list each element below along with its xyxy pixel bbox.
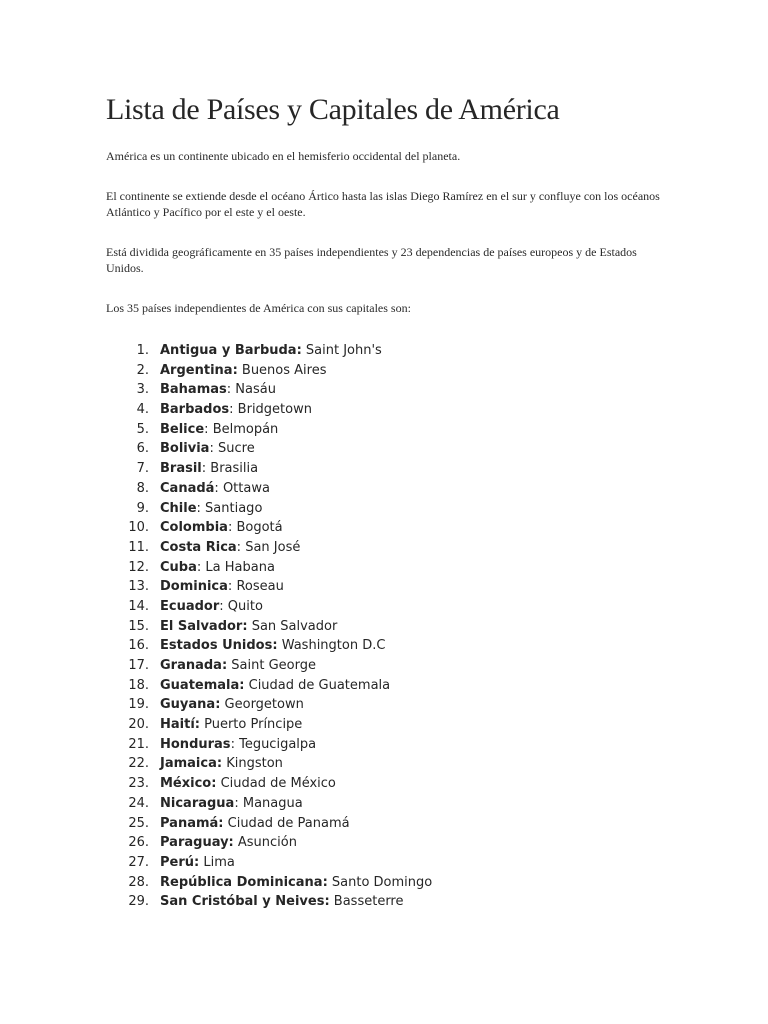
- list-item-separator: :: [196, 500, 201, 516]
- list-item: [106, 459, 432, 479]
- list-item: [106, 538, 432, 558]
- list-item: [106, 853, 432, 873]
- list-item-capital: Saint John's: [301, 343, 382, 358]
- list-item-country: San Cristóbal y Neives: [160, 894, 325, 910]
- list-item-separator: :: [194, 717, 200, 733]
- list-item-separator: :: [296, 343, 302, 358]
- list-item: [106, 361, 432, 381]
- list-item: [106, 341, 432, 361]
- list-item-capital: Tegucigalpa: [234, 736, 317, 752]
- list-item-number: 28.: [128, 874, 149, 890]
- document-title: Lista de Países y Capitales de América: [106, 93, 560, 126]
- paragraph-intro: América es un continente ubicado en el hemisferio occidental del planeta.: [106, 149, 461, 163]
- list-item-number: 9.: [136, 500, 149, 516]
- list-item: [106, 479, 432, 499]
- list-item-country: Barbados: [160, 402, 230, 418]
- list-item-number: 14.: [128, 598, 149, 614]
- list-item-country: Perú: [160, 854, 195, 870]
- list-item-country: Belice: [160, 421, 205, 437]
- list-item-number: 13.: [128, 579, 149, 595]
- list-item-number: 22.: [128, 756, 149, 772]
- list-item-capital: Kingston: [222, 756, 283, 772]
- list-item-number: 10.: [128, 520, 149, 536]
- list-item: [106, 794, 432, 814]
- list-item-country: Chile: [160, 500, 197, 516]
- list-item-capital: Ciudad de Panamá: [223, 815, 350, 831]
- list-item: [106, 380, 432, 400]
- list-item-separator: :: [211, 776, 217, 792]
- list-item-number: 29.: [128, 894, 149, 910]
- list-item: [106, 695, 432, 715]
- list-item-country: Honduras: [160, 736, 231, 752]
- list-item-country: Costa Rica: [160, 539, 237, 555]
- list-item: [106, 577, 432, 597]
- list-item-capital: San Salvador: [247, 618, 338, 634]
- list-item-separator: :: [234, 795, 239, 811]
- list-item-separator: :: [219, 598, 224, 614]
- list-item-separator: :: [204, 421, 209, 437]
- list-item-capital: Ciudad de México: [216, 776, 336, 792]
- list-item-number: 7.: [136, 461, 149, 477]
- list-item-number: 20.: [128, 717, 149, 733]
- list-item-country: Estados Unidos: [160, 638, 273, 654]
- list-item-number: 3.: [136, 382, 149, 398]
- list-item: [106, 656, 432, 676]
- list-item-number: 17.: [128, 658, 149, 673]
- paragraph-list-intro: Los 35 países independientes de América con sus capitales son:: [106, 301, 411, 315]
- list-item-number: 27.: [128, 854, 149, 870]
- list-item-capital: Nasáu: [231, 382, 276, 398]
- list-item-number: 26.: [128, 835, 149, 851]
- list-item-separator: :: [215, 697, 221, 713]
- list-item-separator: :: [194, 854, 200, 870]
- list-item: [106, 518, 432, 538]
- list-item-capital: Santo Domingo: [327, 874, 433, 890]
- list-item-number: 8.: [136, 480, 149, 496]
- paragraph-extent: El continente se extiende desde el océano Ártico hasta las islas Diego Ramírez en el sur y confluye con los océanos Atlántico y Pacífico por el este y el oeste.: [106, 189, 660, 219]
- list-item: [106, 754, 432, 774]
- list-item-capital: Quito: [223, 598, 263, 614]
- list-item-separator: :: [221, 658, 228, 673]
- list-item-capital: Ciudad de Guatemala: [244, 677, 391, 693]
- list-item-separator: :: [229, 402, 234, 418]
- list-item-country: Bahamas: [160, 382, 227, 398]
- list-item-capital: Bogotá: [232, 520, 283, 536]
- list-item-country: Panamá: [160, 815, 219, 831]
- list-item-capital: San José: [241, 539, 301, 555]
- list-item-country: El Salvador: [160, 618, 243, 634]
- list-item-number: 15.: [128, 618, 149, 634]
- list-item-separator: :: [214, 480, 219, 496]
- list-item: [106, 715, 432, 735]
- list-item-number: 16.: [128, 638, 149, 654]
- list-item: [106, 774, 432, 794]
- list-item-capital: Asunción: [233, 835, 297, 851]
- list-item-separator: :: [216, 756, 223, 772]
- list-item-country: Granada: [160, 658, 222, 673]
- list-item-country: Argentina: [160, 362, 233, 378]
- list-item-capital: Belmopán: [208, 421, 279, 437]
- list-item-capital: Lima: [199, 854, 235, 870]
- list-item-separator: :: [196, 559, 202, 575]
- list-item-capital: La Habana: [201, 559, 275, 575]
- paragraph-division: Está dividida geográficamente en 35 países independientes y 23 dependencias de países europeos y de Estados Unidos.: [106, 245, 637, 275]
- list-item-capital: Sucre: [213, 441, 255, 457]
- list-item-country: Guyana: [160, 697, 216, 713]
- list-item-separator: :: [228, 835, 234, 851]
- list-item-capital: Buenos Aires: [237, 362, 327, 378]
- list-item: [106, 558, 432, 578]
- list-item: [106, 814, 432, 834]
- list-item-separator: :: [227, 579, 233, 595]
- list-item-capital: Washington D.C: [277, 638, 386, 654]
- list-item-country: Bolivia: [160, 441, 210, 457]
- list-item-separator: :: [226, 382, 232, 398]
- list-item-capital: Puerto Príncipe: [199, 717, 303, 733]
- list-item-separator: :: [324, 894, 330, 910]
- list-item-country: Guatemala: [160, 677, 240, 693]
- list-item-number: 1.: [136, 343, 149, 358]
- list-item: [106, 439, 432, 459]
- list-item-number: 11.: [128, 539, 149, 555]
- list-item-country: Dominica: [160, 579, 228, 595]
- list-item: [106, 499, 432, 519]
- list-item-country: Haití: [160, 717, 195, 733]
- list-item-capital: Georgetown: [220, 697, 304, 713]
- list-item-number: 18.: [128, 677, 149, 693]
- list-item-country: Brasil: [160, 461, 202, 477]
- list-item-number: 23.: [128, 776, 149, 792]
- list-item-capital: Ottawa: [218, 480, 270, 496]
- list-item-number: 6.: [136, 441, 149, 457]
- list-item-number: 5.: [136, 421, 149, 437]
- list-item-separator: :: [209, 441, 214, 457]
- list-item-number: 19.: [128, 697, 149, 713]
- list-item-number: 21.: [128, 736, 149, 752]
- list-item-capital: Bridgetown: [233, 402, 312, 418]
- list-item-separator: :: [218, 815, 224, 831]
- list-item-country: Antigua y Barbuda: [160, 343, 297, 358]
- list-item-country: Canadá: [160, 480, 215, 496]
- list-item: [106, 400, 432, 420]
- list-item-capital: Roseau: [232, 579, 284, 595]
- list-item-country: República Dominicana: [160, 874, 323, 890]
- list-item-separator: :: [230, 736, 235, 752]
- list-item-capital: Santiago: [200, 500, 263, 516]
- list-item: [106, 597, 432, 617]
- list-item: [106, 617, 432, 637]
- list-item-country: Nicaragua: [160, 795, 235, 811]
- list-item-separator: :: [322, 874, 328, 890]
- list-item: [106, 636, 432, 656]
- list-item-country: Jamaica: [160, 756, 217, 772]
- country-capital-list: [106, 341, 432, 912]
- list-item-separator: :: [242, 618, 248, 634]
- list-item-capital: Managua: [238, 795, 303, 811]
- list-item-capital: Saint George: [227, 658, 316, 673]
- list-item-number: 24.: [128, 795, 149, 811]
- list-item: [106, 420, 432, 440]
- list-item-country: Colombia: [160, 520, 228, 536]
- list-item: [106, 873, 432, 893]
- list-item-capital: Basseterre: [329, 894, 404, 910]
- list-item: [106, 676, 432, 696]
- list-item-number: 12.: [128, 559, 149, 575]
- list-item-separator: :: [239, 677, 245, 693]
- list-item-separator: :: [201, 461, 207, 477]
- list-item-separator: :: [272, 638, 278, 654]
- list-item: [106, 833, 432, 853]
- list-item-separator: :: [232, 362, 238, 378]
- list-item-country: México: [160, 776, 212, 792]
- list-item-separator: :: [236, 539, 242, 555]
- list-item-country: Cuba: [160, 559, 197, 575]
- list-item: [106, 735, 432, 755]
- list-item-number: 2.: [136, 362, 149, 378]
- list-item-number: 25.: [128, 815, 149, 831]
- list-item-capital: Brasilia: [206, 461, 259, 477]
- list-item: [106, 892, 432, 912]
- list-item-separator: :: [227, 520, 233, 536]
- list-item-country: Paraguay: [160, 835, 229, 851]
- list-item-country: Ecuador: [160, 598, 220, 614]
- list-item-number: 4.: [136, 402, 149, 418]
